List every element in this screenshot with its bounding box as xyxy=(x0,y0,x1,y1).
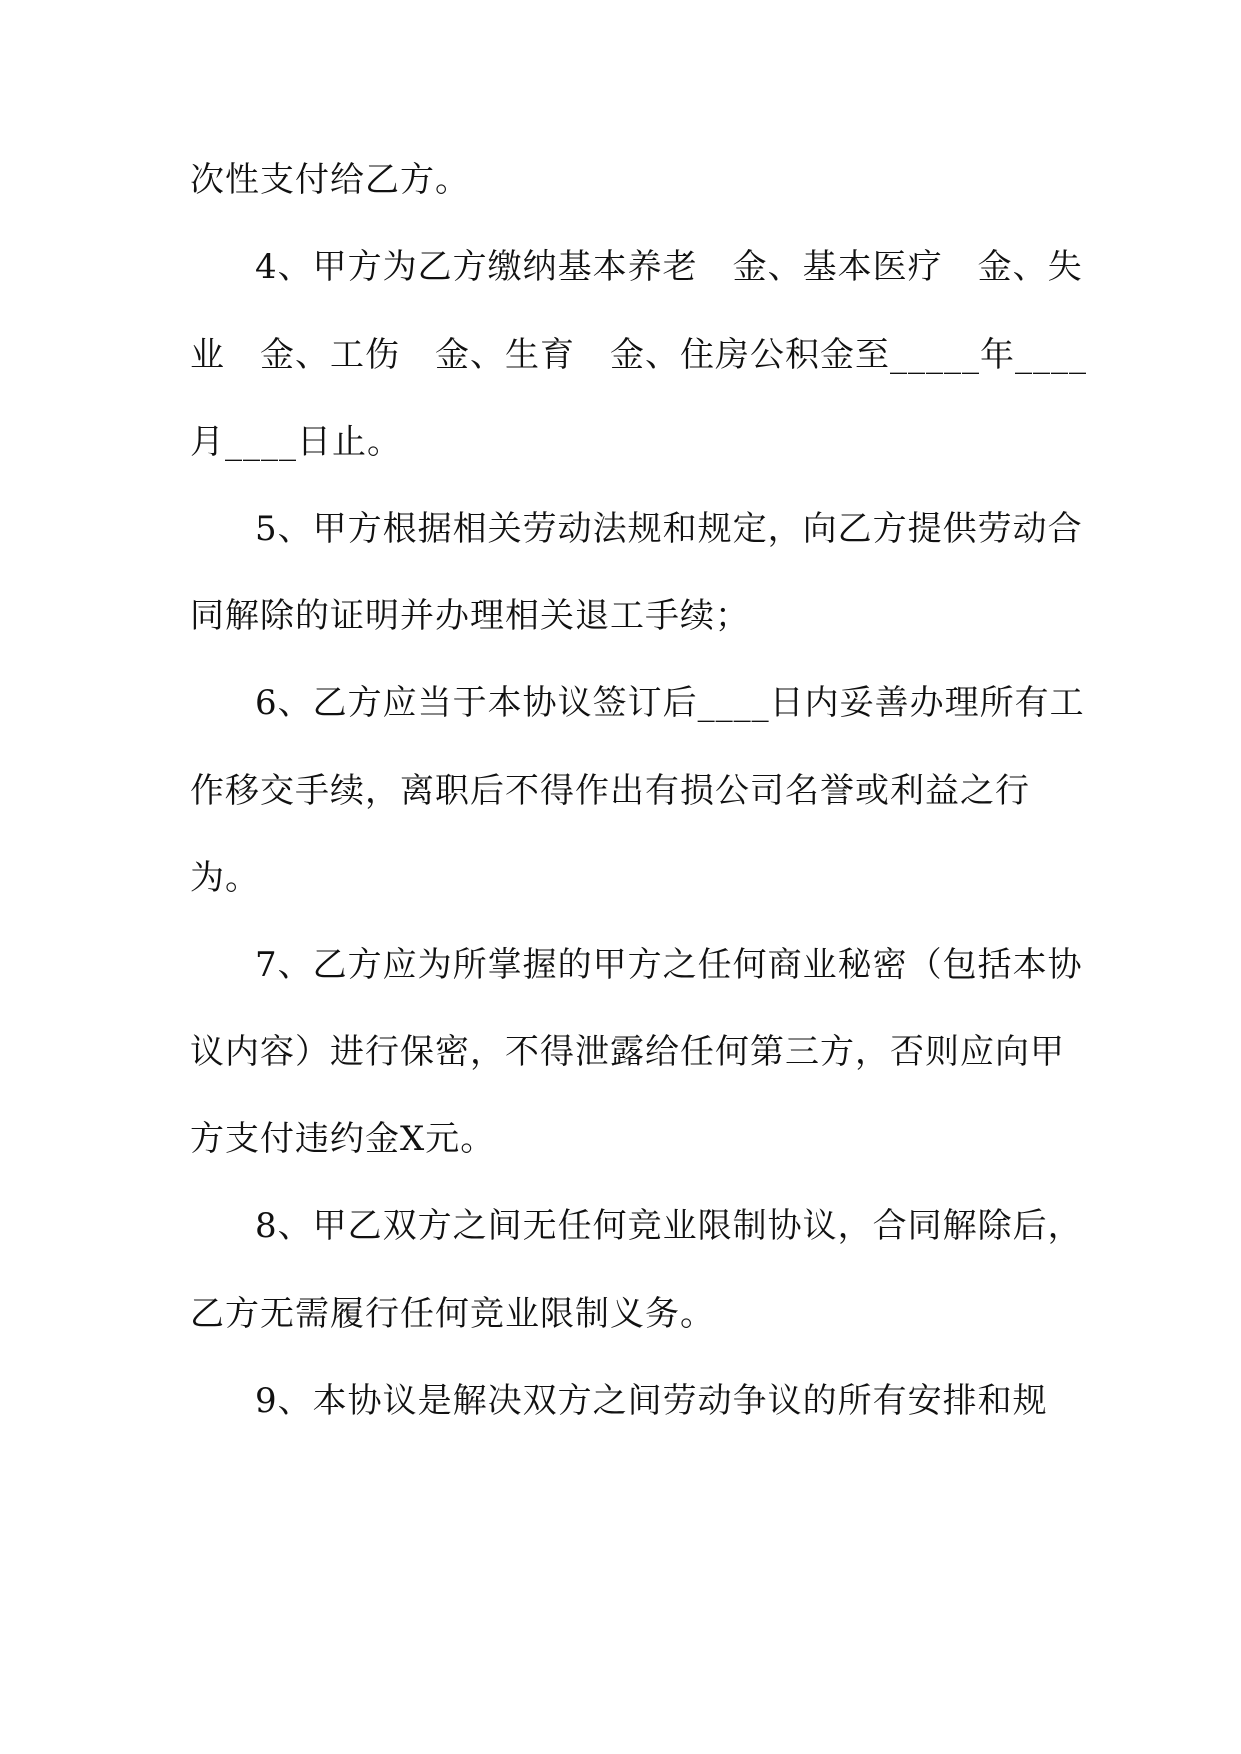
text-line: 7、乙方应为所掌握的甲方之任何商业秘密（包括本协 xyxy=(255,945,1083,985)
text-line: 作移交手续，离职后不得作出有损公司名誉或利益之行 xyxy=(190,771,1030,811)
text-line: 5、甲方根据相关劳动法规和规定，向乙方提供劳动合 xyxy=(255,509,1083,549)
text-line: 月____日止。 xyxy=(190,422,402,462)
text-line: 6、乙方应当于本协议签订后____日内妥善办理所有工 xyxy=(255,683,1085,723)
text-line: 乙方无需履行任何竞业限制义务。 xyxy=(190,1294,715,1334)
text-line: 议内容）进行保密，不得泄露给任何第三方，否则应向甲 xyxy=(190,1032,1065,1072)
text-line: 为。 xyxy=(190,858,260,898)
text-line: 业 金、工伤 金、生育 金、住房公积金至_____年____ xyxy=(190,335,1087,375)
text-line: 4、甲方为乙方缴纳基本养老 金、基本医疗 金、失 xyxy=(255,247,1083,287)
text-line: 9、本协议是解决双方之间劳动争议的所有安排和规 xyxy=(255,1381,1048,1421)
text-line: 8、甲乙双方之间无任何竞业限制协议，合同解除后， xyxy=(255,1206,1083,1246)
text-line: 方支付违约金X元。 xyxy=(190,1119,496,1159)
text-line: 次性支付给乙方。 xyxy=(190,160,470,200)
text-line: 同解除的证明并办理相关退工手续； xyxy=(190,596,750,636)
